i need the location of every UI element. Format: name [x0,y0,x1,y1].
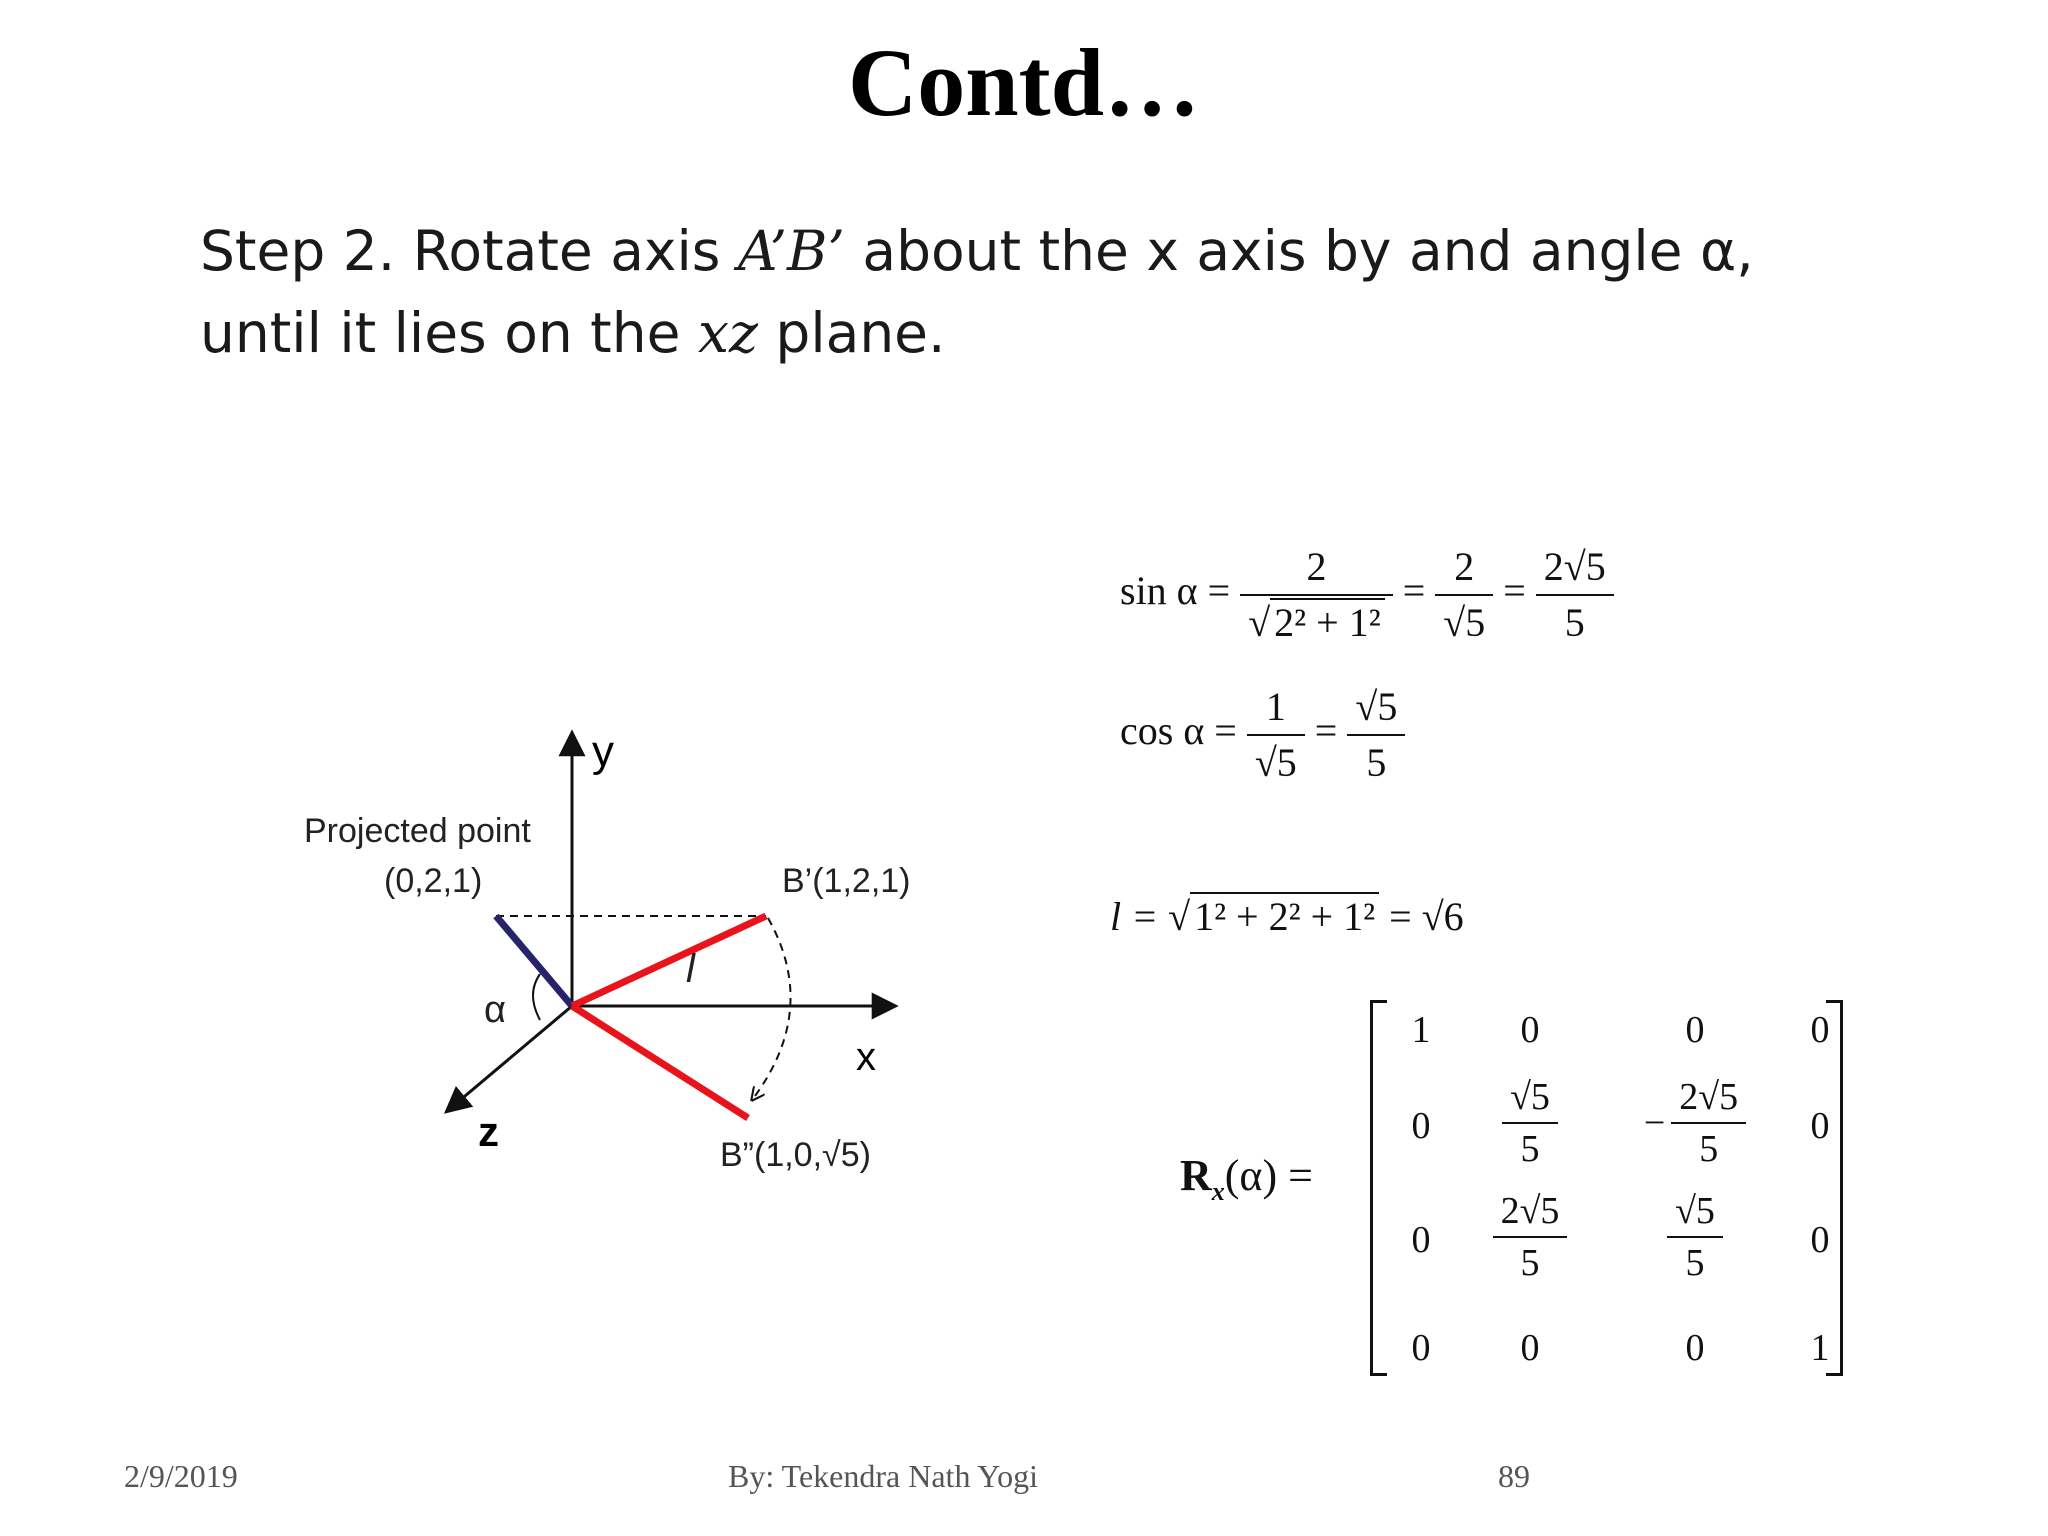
sin-f3-den: 5 [1564,600,1585,645]
sin-lhs: sin α = [1120,568,1231,614]
matrix-cell-r4-c3: 0 [1685,1327,1705,1369]
step-description [200,210,1980,374]
cos-fraction-2 [1347,680,1405,790]
matrix-cell-r1-c2: 0 [1520,1009,1540,1051]
matrix-cell-r3-c2: 2√5 5 [1460,1186,1600,1288]
rx-matrix-equation [1180,1000,1880,1380]
matrix-cell-r3-c1: 0 [1411,1219,1431,1261]
rx-label-arg: (α) = [1224,1151,1313,1200]
matrix-cell-r2-c1: 0 [1411,1105,1431,1147]
step-text-4: plane. [757,301,946,365]
sin-alpha-equation [1120,540,1614,650]
sin-eq-2: = [1503,568,1526,614]
matrix-cell-r3-c4: 0 [1810,1219,1830,1261]
cos-f2-num: √5 [1347,680,1405,736]
rx-label-r: R [1180,1151,1212,1200]
step-text-1: Step 2. Rotate axis [200,219,738,283]
sin-fraction-3 [1536,540,1614,650]
footer-date: 2/9/2019 [124,1458,238,1494]
sin-eq-1: = [1402,568,1426,614]
step-axis-name: A’B’ [737,219,845,283]
projected-point-coords: (0,2,1) [384,862,483,900]
b-prime-label: B’(1,2,1) [782,862,911,900]
sin-f1-root: √ [1248,600,1271,645]
matrix-cell-r4-c4: 1 [1810,1327,1830,1369]
matrix-cell-r1-c4: 0 [1810,1009,1830,1051]
z-axis [446,1006,572,1112]
cos-fraction-1 [1247,680,1305,790]
rx-label [1180,1150,1313,1207]
cos-lhs: cos α = [1120,708,1237,754]
rx-label-sub: x [1211,1176,1225,1206]
vector-b-double-prime [572,1006,748,1118]
sin-f1-num: 2 [1240,540,1393,596]
slide-title: Contd… [847,29,1201,136]
vector-b-prime [572,916,766,1006]
y-axis-label: y [592,727,614,776]
cos-alpha-equation [1120,680,1405,790]
matrix-cells [1385,1000,1830,1370]
alpha-label: α [484,989,506,1031]
step-text-2: about the x axis by and angle α, [844,219,1754,283]
sin-f1-den: 2² + 1² [1270,598,1385,645]
cos-f2-den: 5 [1366,740,1387,785]
l-rhs: = √6 [1379,894,1464,939]
matrix-cell-r2-c4: 0 [1810,1105,1830,1147]
step-plane-name: xz [697,301,758,365]
matrix-cell-r4-c2: 0 [1520,1327,1540,1369]
length-equation [1110,890,1464,944]
cos-eq-1: = [1314,708,1338,754]
sin-f3-num: 2√5 [1536,540,1614,596]
projected-point-label: Projected point [304,812,531,850]
length-label: l [686,947,695,991]
sin-fraction-1 [1240,540,1393,650]
cos-f1-num: 1 [1247,680,1305,736]
matrix-cell-r2-c3: − $\frac{2√5}{5}$ [1625,1072,1765,1174]
cos-f1-den: √5 [1254,740,1297,785]
matrix-cell-r2-c2: √5 5 [1460,1072,1600,1174]
step-text-3: until it lies on the [200,301,698,365]
rotation-arc [752,918,791,1100]
x-axis-label: x [856,1035,876,1079]
sin-f2-num: 2 [1435,540,1493,596]
alpha-arc [533,974,540,1020]
l-lhs: l = [1110,894,1169,939]
matrix-cell-r4-c1: 0 [1411,1327,1431,1369]
matrix-right-bracket [1826,1000,1843,1376]
footer-author: By: Tekendra Nath Yogi [728,1458,1039,1494]
sin-f2-den: √5 [1443,600,1486,645]
z-axis-label: z [478,1108,499,1155]
matrix-cell-r1-c1: 1 [1411,1009,1431,1051]
l-root: √ [1168,894,1191,939]
sin-fraction-2 [1435,540,1493,650]
rotation-diagram [300,720,960,1200]
b-double-prime-label: B”(1,0,√5) [720,1136,871,1174]
matrix-cell-r3-c3: √5 5 [1625,1186,1765,1288]
l-radicand: 1² + 2² + 1² [1190,892,1379,939]
footer-page: 89 [1498,1458,1530,1494]
matrix-cell-r1-c3: 0 [1685,1009,1705,1051]
